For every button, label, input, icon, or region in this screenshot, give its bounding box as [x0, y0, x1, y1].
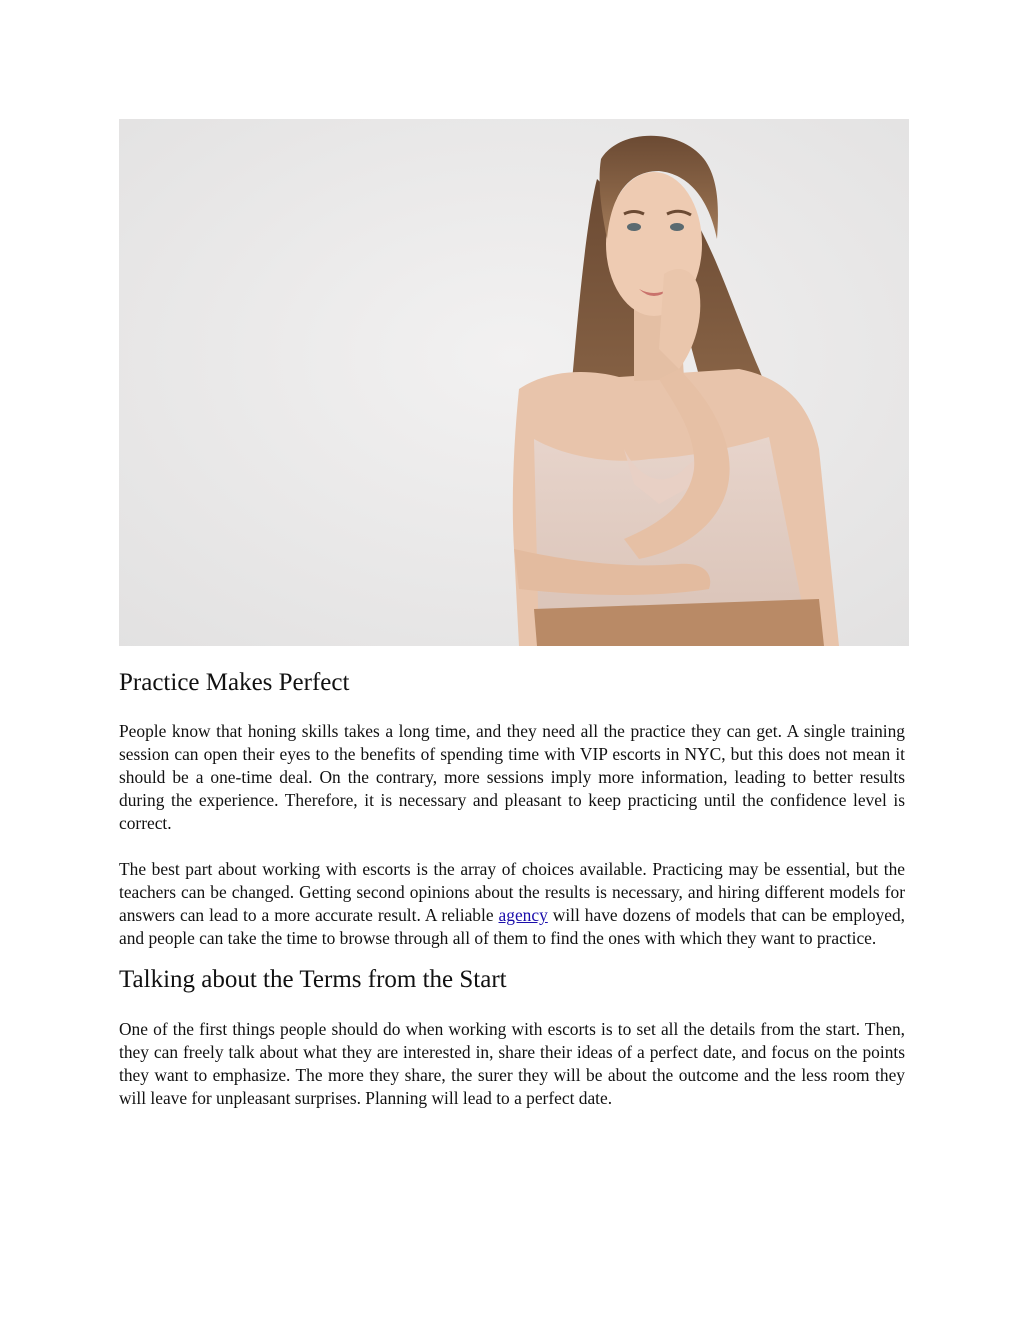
paragraph-practice-choices [119, 858, 905, 950]
paragraph-text-before-link: The best part about working with escorts is the array of choices available. Practicing may be essential, but the teachers can be changed. Getting second opinions about the results is necessary, and hiring different models for answers can lead to a more accurate result. A reliable [119, 859, 905, 925]
paragraph-terms: One of the first things people should do when working with escorts is to set all the details from the start. Then, they can freely talk about what they are interested in, share their ideas of a perfect date, and focus on the points they want to emphasize. The more they share, the surer they will be about the outcome and the less room they will leave for unpleasant surprises. Planning will lead to a perfect date. [119, 1019, 905, 1108]
agency-link[interactable]: agency [498, 905, 548, 925]
document-page [119, 119, 905, 1110]
section-heading-terms: Talking about the Terms from the Start [119, 966, 507, 993]
photo-woman-thinking [119, 119, 909, 646]
section-heading-practice: Practice Makes Perfect [119, 669, 350, 696]
paragraph-practice-intro: People know that honing skills takes a long time, and they need all the practice they can get. A single training session can open their eyes to the benefits of spending time with VIP escorts in NYC, but this does not mean it should be a one-time deal. On the contrary, more sessions imply more information, leading to better results during the experience. Therefore, it is necessary and pleasant to keep practicing until the confidence level is correct. [119, 721, 905, 833]
paragraph-text-after-link: will have dozens of models that can be employed, and people can take the time to browse through all of them to find the ones with which they want to practice. [119, 905, 906, 948]
